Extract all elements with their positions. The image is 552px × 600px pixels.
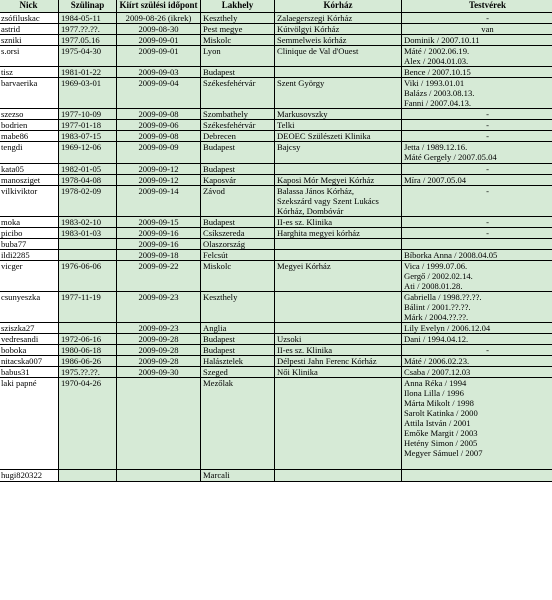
nick-cell: barvaerika	[0, 78, 59, 109]
birthday-cell: 1977.??.??.	[59, 24, 117, 35]
table-row	[0, 217, 552, 228]
header-nick: Nick	[0, 0, 59, 13]
birthday-cell: 1977-01-18	[59, 120, 117, 131]
table-row	[0, 46, 552, 67]
due-date-cell: 2009-09-12	[117, 175, 201, 186]
nick-cell: bodrien	[0, 120, 59, 131]
siblings-cell	[402, 131, 552, 142]
residence-cell: Lyon	[201, 46, 275, 67]
nick-cell: manosziget	[0, 175, 59, 186]
siblings-cell-line: Máté Gergely / 2007.05.04	[404, 152, 497, 162]
siblings-cell-line: Csaba / 2007.12.03	[404, 367, 471, 377]
nick-cell: s.orsi	[0, 46, 59, 67]
hospital-cell-line: Szekszárd vagy Szent Lukács	[277, 196, 379, 206]
hospital-cell	[275, 217, 402, 228]
siblings-cell-line: Dominik / 2007.10.11	[404, 35, 480, 45]
nick-cell: mabe86	[0, 131, 59, 142]
table-row	[0, 13, 552, 24]
header-birthday: Szülinap	[59, 0, 117, 13]
table-row	[0, 164, 552, 175]
table-row	[0, 345, 552, 356]
due-date-cell: 2009-09-16	[117, 239, 201, 250]
nick-cell: astrid	[0, 24, 59, 35]
siblings-cell	[402, 356, 552, 367]
birthday-cell: 1983-07-15	[59, 131, 117, 142]
due-date-cell: 2009-09-01	[117, 35, 201, 46]
nick-cell: kata05	[0, 164, 59, 175]
table-row	[0, 334, 552, 345]
due-date-cell: 2009-09-14	[117, 186, 201, 217]
residence-cell: Felcsút	[201, 250, 275, 261]
nick-cell: csunyeszka	[0, 292, 59, 323]
table-row	[0, 261, 552, 292]
nick-cell: ildi2285	[0, 250, 59, 261]
hospital-cell	[275, 323, 402, 334]
siblings-cell	[402, 78, 552, 109]
siblings-cell	[402, 367, 552, 378]
hospital-cell-line: Semmelweis kórház	[277, 35, 347, 45]
residence-cell: Székesfehérvár	[201, 120, 275, 131]
nick-cell: moka	[0, 217, 59, 228]
table-row	[0, 239, 552, 250]
siblings-cell	[402, 186, 552, 217]
siblings-cell-line: -	[486, 228, 489, 238]
table-row	[0, 67, 552, 78]
birthday-cell	[59, 323, 117, 334]
birthday-cell: 1981-01-22	[59, 67, 117, 78]
hospital-cell	[275, 109, 402, 120]
hospital-cell	[275, 356, 402, 367]
birthday-cell: 1978-02-09	[59, 186, 117, 217]
siblings-cell	[402, 334, 552, 345]
residence-cell: Halásztelek	[201, 356, 275, 367]
hospital-cell	[275, 24, 402, 35]
due-date-cell: 2009-09-16	[117, 228, 201, 239]
hospital-cell-line: Délpesti Jahn Ferenc Kórház	[277, 356, 377, 366]
siblings-cell	[402, 378, 552, 470]
siblings-cell	[402, 109, 552, 120]
siblings-cell	[402, 24, 552, 35]
table-row	[0, 186, 552, 217]
nick-cell: boboka	[0, 345, 59, 356]
siblings-cell	[402, 67, 552, 78]
table-row	[0, 250, 552, 261]
siblings-cell-line: Bence / 2007.10.15	[404, 67, 471, 77]
siblings-cell-line: -	[486, 217, 489, 227]
due-date-cell: 2009-09-12	[117, 164, 201, 175]
residence-cell: Budapest	[201, 142, 275, 164]
siblings-cell-line: Bíborka Anna / 2008.04.05	[404, 250, 498, 260]
hospital-cell-line: Bajcsy	[277, 142, 301, 152]
siblings-cell	[402, 35, 552, 46]
hospital-cell	[275, 345, 402, 356]
due-date-cell: 2009-09-08	[117, 109, 201, 120]
hospital-cell-line: Megyei Kórház	[277, 261, 331, 271]
due-date-cell	[117, 378, 201, 470]
table-row	[0, 78, 552, 109]
residence-cell: Kaposvár	[201, 175, 275, 186]
siblings-cell	[402, 164, 552, 175]
residence-cell: Keszthely	[201, 13, 275, 24]
hospital-cell	[275, 142, 402, 164]
hospital-cell	[275, 250, 402, 261]
siblings-cell	[402, 175, 552, 186]
siblings-cell-line: Máté / 2002.06.19.	[404, 46, 470, 56]
header-hospital: Kórház	[275, 0, 402, 13]
siblings-cell-line: -	[486, 186, 489, 196]
birthday-cell	[59, 239, 117, 250]
due-date-cell: 2009-09-28	[117, 356, 201, 367]
hospital-cell-line: Női Klinika	[277, 367, 318, 377]
siblings-cell	[402, 323, 552, 334]
siblings-cell-line: Hetény Simon / 2005	[404, 438, 478, 448]
birthday-cell: 1977.05.16	[59, 35, 117, 46]
siblings-cell	[402, 345, 552, 356]
hospital-cell	[275, 261, 402, 292]
hospital-cell-line: II-es sz. Klinika	[277, 217, 333, 227]
siblings-cell	[402, 470, 552, 482]
residence-cell: Budapest	[201, 334, 275, 345]
siblings-cell-line: Lily Evelyn / 2006.12.04	[404, 323, 491, 333]
nick-cell: vicger	[0, 261, 59, 292]
siblings-cell-line: Ati / 2008.01.28.	[404, 281, 463, 291]
due-date-cell: 2009-09-03	[117, 67, 201, 78]
nick-cell: babus31	[0, 367, 59, 378]
hospital-cell	[275, 131, 402, 142]
due-date-cell: 2009-09-22	[117, 261, 201, 292]
table-body	[0, 13, 552, 482]
hospital-cell-line: Harghita megyei kórház	[277, 228, 360, 238]
siblings-cell	[402, 228, 552, 239]
siblings-cell-line: -	[486, 131, 489, 141]
nick-cell: zsófiluskac	[0, 13, 59, 24]
siblings-cell	[402, 46, 552, 67]
birthday-cell: 1970-04-26	[59, 378, 117, 470]
siblings-cell-line: -	[486, 120, 489, 130]
hospital-cell	[275, 13, 402, 24]
table-row	[0, 292, 552, 323]
due-date-cell: 2009-09-08	[117, 131, 201, 142]
residence-cell: Keszthely	[201, 292, 275, 323]
hospital-cell-line: Clinique de Val d'Ouest	[277, 46, 359, 56]
hospital-cell-line: Zalaegerszegi Kórház	[277, 13, 353, 23]
residence-cell: Olaszország	[201, 239, 275, 250]
hospital-cell	[275, 239, 402, 250]
siblings-cell-line: Márta Mikolt / 1998	[404, 398, 474, 408]
hospital-cell-line: Szent György	[277, 78, 325, 88]
siblings-cell	[402, 261, 552, 292]
table-row	[0, 120, 552, 131]
birthday-cell: 1978-04-08	[59, 175, 117, 186]
hospital-cell	[275, 378, 402, 470]
due-date-cell: 2009-09-30	[117, 367, 201, 378]
hospital-cell-line: Balassa János Kórház,	[277, 186, 355, 196]
hospital-cell	[275, 186, 402, 217]
due-date-cell: 2009-09-01	[117, 46, 201, 67]
due-date-cell: 2009-09-04	[117, 78, 201, 109]
table-row	[0, 228, 552, 239]
due-date-cell: 2009-09-28	[117, 334, 201, 345]
nick-cell: tengdi	[0, 142, 59, 164]
birthday-cell: 1977-10-09	[59, 109, 117, 120]
nick-cell: hugi820322	[0, 470, 59, 482]
siblings-cell-line: Gabriella / 1998.??.??.	[404, 292, 482, 302]
birthday-cell: 1984-05-11	[59, 13, 117, 24]
siblings-cell-line: Bálint / 2001.??.??.	[404, 302, 471, 312]
table-row	[0, 323, 552, 334]
hospital-cell-line: Kaposi Mór Megyei Kórház	[277, 175, 375, 185]
nick-cell: szniki	[0, 35, 59, 46]
hospital-cell	[275, 67, 402, 78]
table-row	[0, 109, 552, 120]
siblings-cell	[402, 142, 552, 164]
birthday-cell	[59, 250, 117, 261]
hospital-cell-line: Telki	[277, 120, 295, 130]
siblings-cell-line: Dani / 1994.04.12.	[404, 334, 469, 344]
birthday-cell: 1976-06-06	[59, 261, 117, 292]
nick-cell: laki papné	[0, 378, 59, 470]
siblings-cell-line: Balázs / 2003.08.13.	[404, 88, 475, 98]
siblings-cell	[402, 250, 552, 261]
due-date-cell: 2009-09-15	[117, 217, 201, 228]
due-date-cell: 2009-09-23	[117, 323, 201, 334]
siblings-cell-line: Attila István / 2001	[404, 418, 471, 428]
table-row	[0, 35, 552, 46]
header-row	[0, 0, 552, 13]
hospital-cell-line: Uzsoki	[277, 334, 302, 344]
hospital-cell	[275, 78, 402, 109]
due-date-cell: 2009-09-28	[117, 345, 201, 356]
siblings-cell	[402, 13, 552, 24]
residence-cell: Miskolc	[201, 35, 275, 46]
siblings-cell-line: Megyer Sámuel / 2007	[404, 448, 483, 458]
header-siblings: Testvérek	[402, 0, 552, 13]
residence-cell: Miskolc	[201, 261, 275, 292]
siblings-cell-line: Jetta / 1989.12.16.	[404, 142, 468, 152]
nick-cell: sziszka27	[0, 323, 59, 334]
siblings-cell	[402, 292, 552, 323]
siblings-cell-line: -	[486, 164, 489, 174]
hospital-cell-line: II-es sz. Klinika	[277, 345, 333, 355]
hospital-cell	[275, 164, 402, 175]
siblings-cell-line: Gergő / 2002.02.14.	[404, 271, 473, 281]
birthday-cell: 1969-12-06	[59, 142, 117, 164]
table-row	[0, 131, 552, 142]
residence-cell: Závod	[201, 186, 275, 217]
residence-cell: Mezőlak	[201, 378, 275, 470]
table-row	[0, 175, 552, 186]
table-row	[0, 367, 552, 378]
header-due-date: Kiírt szülési időpont	[117, 0, 201, 13]
residence-cell: Debrecen	[201, 131, 275, 142]
table-row	[0, 24, 552, 35]
birthday-cell: 1977-11-19	[59, 292, 117, 323]
hospital-cell-line: Markusovszky	[277, 109, 328, 119]
birthday-cell: 1983-02-10	[59, 217, 117, 228]
siblings-cell-line: Vica / 1999.07.06.	[404, 261, 468, 271]
header-residence: Lakhely	[201, 0, 275, 13]
nick-cell: tisz	[0, 67, 59, 78]
siblings-cell-line: Viki / 1993.01.01	[404, 78, 465, 88]
due-date-cell	[117, 470, 201, 482]
hospital-cell	[275, 228, 402, 239]
siblings-cell-line: Anna Réka / 1994	[404, 378, 467, 388]
birthday-cell: 1975.??.??.	[59, 367, 117, 378]
siblings-cell-line: Alex / 2004.01.03.	[404, 56, 469, 66]
siblings-cell-line: Máté / 2006.02.23.	[404, 356, 470, 366]
siblings-cell-line: -	[486, 109, 489, 119]
table-row	[0, 470, 552, 482]
birthday-cell: 1982-01-05	[59, 164, 117, 175]
birthday-cell: 1969-03-01	[59, 78, 117, 109]
siblings-cell-line: -	[486, 13, 489, 23]
birthday-cell: 1986-06-26	[59, 356, 117, 367]
siblings-cell-line: Márk / 2004.??.??.	[404, 312, 469, 322]
hospital-cell	[275, 292, 402, 323]
siblings-cell	[402, 217, 552, 228]
table-row	[0, 356, 552, 367]
due-date-cell: 2009-09-23	[117, 292, 201, 323]
hospital-cell-line: DEOEC Szülészeti Klinika	[277, 131, 371, 141]
hospital-cell	[275, 35, 402, 46]
hospital-cell	[275, 120, 402, 131]
residence-cell: Budapest	[201, 67, 275, 78]
birthday-cell: 1975-04-30	[59, 46, 117, 67]
hospital-cell-line: Kútvölgyi Kórház	[277, 24, 340, 34]
residence-cell: Budapest	[201, 217, 275, 228]
hospital-cell	[275, 334, 402, 345]
hospital-cell-line: Kórház, Dombóvár	[277, 206, 344, 216]
birthday-cell: 1972-06-16	[59, 334, 117, 345]
residence-cell: Budapest	[201, 345, 275, 356]
nick-cell: szezso	[0, 109, 59, 120]
due-date-cell: 2009-08-26 (ikrek)	[117, 13, 201, 24]
table-row	[0, 142, 552, 164]
hospital-cell	[275, 46, 402, 67]
siblings-cell-line: Emőke Margit / 2003	[404, 428, 478, 438]
residence-cell: Marcali	[201, 470, 275, 482]
birthday-cell: 1980-06-18	[59, 345, 117, 356]
due-date-cell: 2009-09-09	[117, 142, 201, 164]
nick-cell: picibo	[0, 228, 59, 239]
nick-cell: buba77	[0, 239, 59, 250]
residence-cell: Budapest	[201, 164, 275, 175]
due-date-cell: 2009-08-30	[117, 24, 201, 35]
birthday-cell: 1983-01-03	[59, 228, 117, 239]
residence-cell: Anglia	[201, 323, 275, 334]
due-date-cell: 2009-09-18	[117, 250, 201, 261]
siblings-cell-line: Fanni / 2007.04.13.	[404, 98, 472, 108]
hospital-cell	[275, 175, 402, 186]
siblings-cell-line: van	[481, 24, 494, 34]
residence-cell: Székesfehérvár	[201, 78, 275, 109]
siblings-cell	[402, 120, 552, 131]
siblings-cell	[402, 239, 552, 250]
nick-cell: nitacska007	[0, 356, 59, 367]
hospital-cell	[275, 470, 402, 482]
siblings-cell-line: Sarolt Katinka / 2000	[404, 408, 478, 418]
siblings-cell-line: Míra / 2007.05.04	[404, 175, 467, 185]
hospital-cell	[275, 367, 402, 378]
siblings-cell-line: Ilona Lilla / 1996	[404, 388, 464, 398]
siblings-cell-line: -	[486, 345, 489, 355]
residence-cell: Szombathely	[201, 109, 275, 120]
table-row	[0, 378, 552, 470]
residence-cell: Csíkszereda	[201, 228, 275, 239]
birthday-cell	[59, 470, 117, 482]
due-date-cell: 2009-09-06	[117, 120, 201, 131]
nick-cell: vedresandi	[0, 334, 59, 345]
nick-cell: vilkiviktor	[0, 186, 59, 217]
residence-cell: Pest megye	[201, 24, 275, 35]
residence-cell: Szeged	[201, 367, 275, 378]
